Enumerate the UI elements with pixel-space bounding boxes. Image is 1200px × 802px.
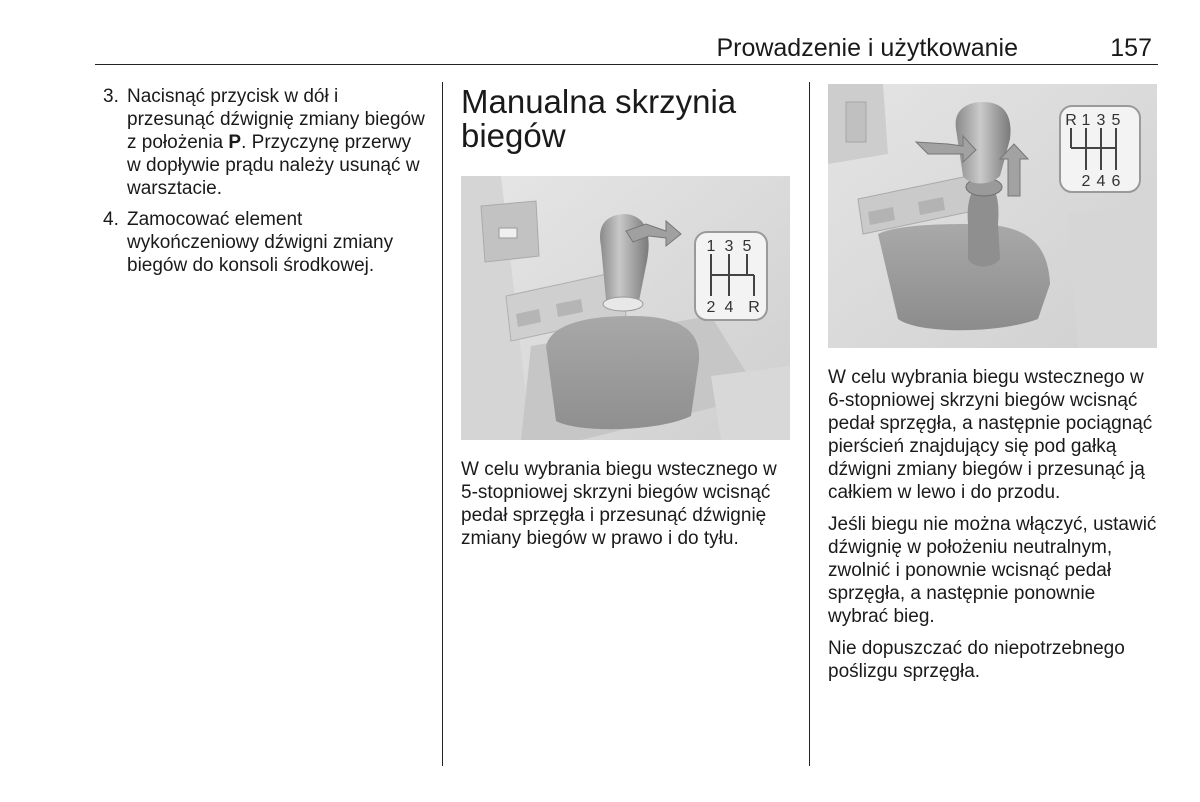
gear-label-top: 1 — [706, 238, 716, 255]
figure-6-speed-gearbox — [828, 84, 1157, 348]
page-header — [95, 28, 1158, 65]
step-number: 4. — [103, 209, 119, 230]
gear-label-bottom: 2 — [706, 299, 716, 316]
step-text: Zamocować element wykończeniowy dźwigni zmiany biegów do konsoli środkowej. — [127, 209, 394, 276]
gear-label-bottom: 4 — [724, 299, 734, 316]
instruction-steps — [103, 85, 428, 277]
header-title: Prowadzenie i użytkowanie — [716, 34, 1018, 62]
page-number: 157 — [1110, 34, 1152, 62]
paragraph-clutch-slip: Nie dopuszczać do niepotrzebnego poślizgu sprzęgła. — [828, 638, 1125, 682]
gear-label-top: R — [1065, 112, 1077, 129]
gear-label-bottom: R — [748, 299, 760, 316]
middle-column — [461, 85, 791, 153]
figure-caption-5-speed: W celu wybrania biegu wstecznego w 5-stopniowej skrzyni biegów wcisnąć pedał sprzęgła i przesunąć dźwignię zmiany biegów w prawo i do tyłu. — [461, 459, 777, 549]
step-3 — [103, 85, 428, 200]
step-4 — [103, 208, 428, 277]
gear-label-bottom: 2 — [1081, 173, 1091, 190]
gear-label-top: 3 — [1096, 112, 1106, 129]
gear-label-top: 1 — [1081, 112, 1091, 129]
middle-caption-block — [461, 458, 796, 559]
gear-label-top: 5 — [1111, 112, 1121, 129]
gear-label-bottom: 4 — [1096, 173, 1106, 190]
gear-label-bottom: 6 — [1111, 173, 1121, 190]
step-text-continued: . Przyczynę przerwy w dopływie prądu należy usunąć w warsztacie. — [127, 132, 420, 199]
step-text: Nacisnąć przycisk w dół i przesunąć dźwignię zmiany biegów z położenia — [127, 86, 425, 153]
right-text-block — [828, 366, 1158, 692]
figure-5-speed-gearbox — [461, 176, 790, 440]
step-number: 3. — [103, 86, 119, 107]
column-divider-right — [809, 82, 810, 766]
step-bold-position: P — [228, 132, 242, 153]
gear-label-top: 5 — [742, 238, 752, 255]
paragraph-6-speed-reverse: W celu wybrania biegu wstecznego w 6-stopniowej skrzyni biegów wcisnąć pedał sprzęgła, a następnie pociągnąć pierścień znajdujący się pod gałką dźwigni zmiany biegów i przesunąć ją całkiem w lewo i do przodu. — [828, 367, 1153, 503]
section-title: Manualna skrzynia biegów — [461, 83, 737, 154]
left-column — [103, 85, 428, 285]
column-divider-left — [442, 82, 443, 766]
paragraph-gear-not-engaging: Jeśli biegu nie można włączyć, ustawić dźwignię w położeniu neutralnym, zwolnić i ponownie wcisnąć pedał sprzęgła, a następnie ponownie wybrać bieg. — [828, 514, 1157, 627]
gear-label-top: 3 — [724, 238, 734, 255]
